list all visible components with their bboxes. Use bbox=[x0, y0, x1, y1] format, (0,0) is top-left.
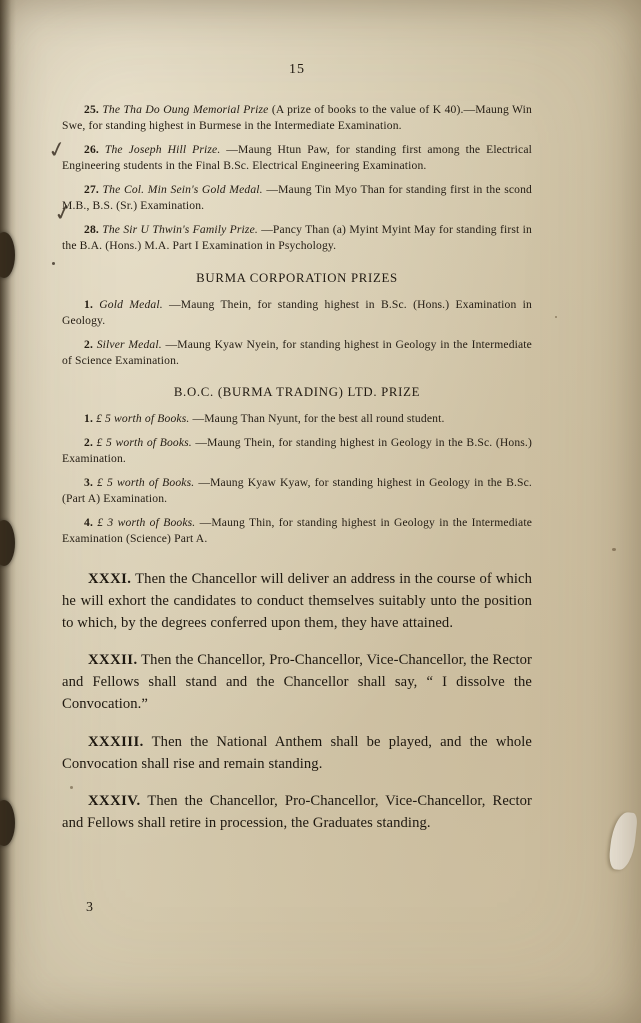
section-burma-corporation-prizes bbox=[62, 271, 532, 370]
clause bbox=[62, 731, 532, 775]
entry-body: —Maung Kyaw Nyein, for standing highest in Geology in the Intermediate of Science Examination. bbox=[62, 337, 532, 367]
entry-title: Silver Medal. bbox=[96, 337, 162, 351]
entry-number: 28. bbox=[84, 222, 99, 236]
page-content bbox=[62, 0, 532, 849]
clause-list bbox=[62, 568, 532, 835]
prize-entry bbox=[62, 297, 532, 330]
entry-number: 4. bbox=[84, 515, 93, 529]
handwritten-check-mark: ✓ bbox=[51, 198, 75, 227]
handwritten-check-mark: ✓ bbox=[45, 135, 69, 164]
prize-entry bbox=[62, 411, 532, 427]
clause-numeral: XXXI. bbox=[88, 570, 132, 587]
section-heading: BURMA CORPORATION PRIZES bbox=[196, 270, 398, 285]
clause-text: Then the Chancellor will deliver an address in the course of which he will exhort the candidates to conduct themselves suitably unto the position to which, by the degrees conferred upon them, they have attained. bbox=[62, 570, 532, 631]
entry-body: (A prize of books to the value of K 40).—Maung Win Swe, for standing highest in Burmese in the Intermediate Examination. bbox=[62, 103, 532, 133]
entry-body: —Maung Thein, for standing highest in Geology in the B.Sc. (Hons.) Examination. bbox=[62, 435, 532, 466]
ink-dot-mark bbox=[52, 262, 55, 265]
prize-entry bbox=[62, 475, 532, 508]
prize-entry-list bbox=[62, 102, 532, 255]
clause bbox=[62, 790, 532, 834]
entry-title: £ 5 worth of Books. bbox=[97, 475, 195, 489]
entry-title: Gold Medal. bbox=[99, 297, 163, 311]
entry-number: 27. bbox=[84, 182, 99, 196]
prize-entry bbox=[62, 222, 532, 255]
paper-speck bbox=[612, 548, 616, 551]
entry-number: 1. bbox=[84, 297, 93, 311]
entry-title: The Joseph Hill Prize. bbox=[104, 142, 221, 156]
clause bbox=[62, 649, 532, 716]
entry-number: 3. bbox=[84, 475, 93, 489]
prize-entry bbox=[62, 182, 532, 215]
entry-number: 25. bbox=[84, 103, 99, 116]
entry-body: —Maung Thein, for standing highest in B.Sc. (Hons.) Examination in Geology. bbox=[62, 297, 532, 328]
entry-body: —Maung Htun Paw, for standing first among the Electrical Engineering students in the Final B.Sc. Electrical Engineering Examination. bbox=[62, 142, 532, 173]
entry-title: £ 5 worth of Books. bbox=[96, 435, 192, 449]
entry-number: 2. bbox=[84, 435, 93, 449]
clause-numeral: XXXII. bbox=[88, 652, 138, 669]
clause-numeral: XXXIII. bbox=[88, 733, 144, 750]
entry-title: The Tha Do Oung Memorial Prize bbox=[102, 103, 269, 116]
entry-number: 2. bbox=[84, 337, 93, 351]
page-tear bbox=[608, 811, 638, 871]
section-boc-burma-trading-prize bbox=[62, 385, 532, 547]
entry-body: —Pancy Than (a) Myint Myint May for standing first in the B.A. (Hons.) M.A. Part I Examination in Psychology. bbox=[62, 222, 532, 253]
entry-body: —Maung Tin Myo Than for standing first in the scond M.B., B.S. (Sr.) Examination. bbox=[62, 182, 533, 213]
prize-entry bbox=[62, 435, 532, 468]
clause bbox=[62, 568, 532, 635]
prize-entry bbox=[62, 142, 532, 175]
entry-title: £ 5 worth of Books. bbox=[96, 412, 190, 426]
entry-number: 1. bbox=[84, 412, 93, 426]
entry-title: The Sir U Thwin's Family Prize. bbox=[102, 222, 258, 236]
clause-text: Then the Chancellor, Pro-Chancellor, Vice-Chancellor, Rector and Fellows shall retire in procession, the Graduates standing. bbox=[62, 792, 532, 832]
entry-number: 26. bbox=[84, 142, 99, 156]
section-heading: B.O.C. (BURMA TRADING) LTD. PRIZE bbox=[173, 385, 421, 400]
entry-body: —Maung Thin, for standing highest in Geology in the Intermediate Examination (Science) Part A. bbox=[62, 515, 532, 546]
prize-entry bbox=[62, 337, 532, 370]
prize-entry bbox=[62, 102, 532, 135]
clause-numeral: XXXIV. bbox=[88, 792, 141, 809]
page-number-top: 15 bbox=[289, 62, 305, 77]
clause-text: Then the National Anthem shall be played, and the whole Convocation shall rise and remain standing. bbox=[62, 733, 532, 772]
clause-text: Then the Chancellor, Pro-Chancellor, Vice-Chancellor, the Rector and Fellows shall stand and the Chancellor shall say, “ I dissolve the Convocation.” bbox=[62, 652, 532, 713]
entry-body: —Maung Than Nyunt, for the best all round student. bbox=[192, 412, 445, 426]
paper-speck bbox=[555, 316, 557, 318]
entry-body: —Maung Kyaw Kyaw, for standing highest in Geology in the B.Sc. (Part A) Examination. bbox=[62, 475, 532, 506]
entry-title: The Col. Min Sein's Gold Medal. bbox=[102, 182, 263, 196]
page-left-edge-shadow bbox=[0, 0, 16, 1023]
signature-mark-bottom: 3 bbox=[86, 900, 93, 915]
prize-entry bbox=[62, 515, 532, 548]
entry-title: £ 3 worth of Books. bbox=[97, 515, 196, 529]
